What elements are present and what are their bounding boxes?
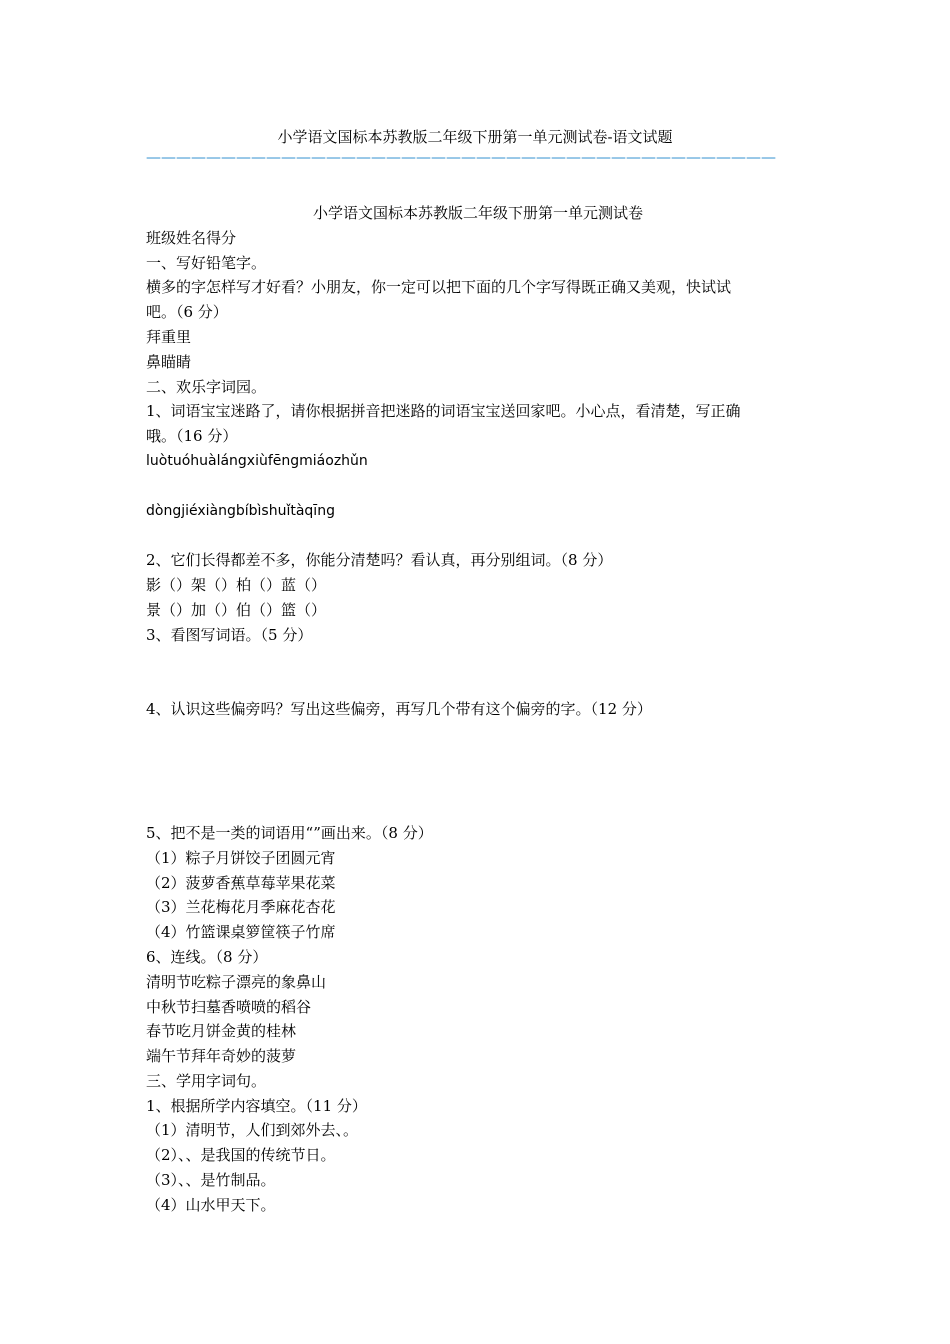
question-2-4: 4、认识这些偏旁吗？写出这些偏旁，再写几个带有这个偏旁的字。（12 分）	[146, 699, 652, 718]
list-item: （2）、、是我国的传统节日。	[146, 1146, 336, 1165]
word-group-row-2: 景（）加（）伯（）篮（）	[146, 600, 327, 619]
list-item: （3）、、是竹制品。	[146, 1171, 276, 1190]
list-item: 端午节拜年奇妙的菠萝	[146, 1047, 297, 1066]
question-2-2: 2、它们长得都差不多，你能分清楚吗？看认真，再分别组词。（8 分）	[146, 551, 613, 570]
section-1-heading: 一、写好铅笔字。	[146, 253, 267, 272]
question-2-3: 3、看图写词语。（5 分）	[146, 625, 313, 644]
question-2-1-cont: 哦。（16 分）	[146, 427, 238, 446]
list-item: （1）清明节，人们到郊外去、。	[146, 1121, 359, 1140]
section-2-heading: 二、欢乐字词园。	[146, 377, 267, 396]
list-item: 清明节吃粽子漂亮的象鼻山	[146, 972, 327, 991]
page-header-title: 小学语文国标本苏教版二年级下册第一单元测试卷-语文试题	[277, 128, 673, 146]
document-body	[146, 201, 810, 1218]
list-item: （2）菠萝香蕉草莓苹果花菜	[146, 873, 336, 892]
list-item: （1）粽子月饼饺子团圆元宵	[146, 848, 336, 867]
section-1-instruction-cont: 吧。（6 分）	[146, 303, 228, 322]
section-3-heading: 三、学用字词句。	[146, 1071, 267, 1090]
practice-chars-row-2: 鼻瞄睛	[146, 352, 192, 371]
pinyin-row-2: dòngjiéxiàngbíbìshuǐtàqīng	[146, 502, 335, 519]
question-2-6: 6、连线。（8 分）	[146, 947, 268, 966]
student-info-line: 班级姓名得分	[146, 228, 237, 247]
list-item: （4）山水甲天下。	[146, 1195, 276, 1214]
section-1-instruction: 横多的字怎样写才好看？小朋友，你一定可以把下面的几个字写得既正确又美观，快试试	[146, 278, 732, 297]
practice-chars-row-1: 拜重里	[146, 327, 192, 346]
list-item: （4）竹篮课桌箩筐筷子竹席	[146, 923, 336, 942]
pinyin-row-1: luòtuóhuàlángxiùfēngmiáozhǔn	[146, 452, 368, 469]
list-item: 春节吃月饼金黄的桂林	[146, 1022, 297, 1041]
question-2-5: 5、把不是一类的词语用“”画出来。（8 分）	[146, 823, 433, 842]
document-title: 小学语文国标本苏教版二年级下册第一单元测试卷	[312, 204, 643, 222]
list-item: （3）兰花梅花月季麻花杏花	[146, 898, 336, 917]
question-2-1: 1、词语宝宝迷路了，请你根据拼音把迷路的词语宝宝送回家吧。小心点，看清楚，写正确	[146, 402, 741, 421]
word-group-row-1: 影（）架（）柏（）蓝（）	[146, 575, 327, 594]
list-item: 中秋节扫墓香喷喷的稻谷	[146, 997, 312, 1016]
header-divider: ——————————————————————————————————————————	[146, 149, 776, 165]
question-3-1: 1、根据所学内容填空。（11 分）	[146, 1096, 367, 1115]
